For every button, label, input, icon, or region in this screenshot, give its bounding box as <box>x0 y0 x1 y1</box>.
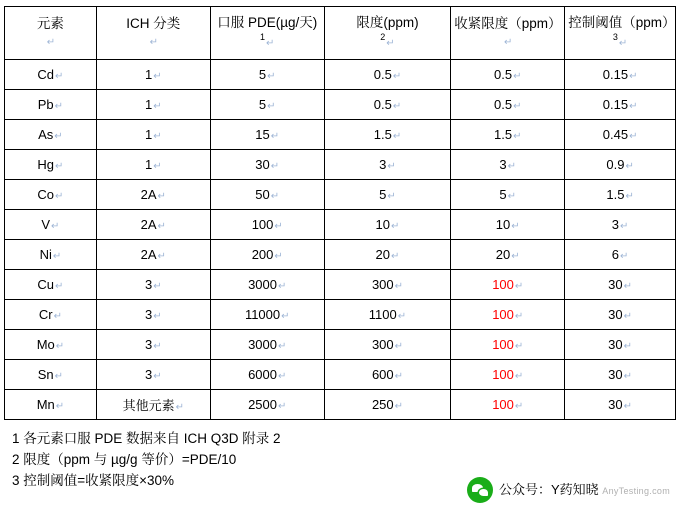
table-row <box>5 270 676 300</box>
cell-oral-pde-value: 100 <box>251 217 274 232</box>
paragraph-mark: ↵ <box>153 281 162 292</box>
paragraph-mark: ↵ <box>55 401 65 412</box>
cell-control-threshold-value: 30 <box>608 277 623 292</box>
cell-limit <box>324 120 451 150</box>
paragraph-mark: ↵ <box>278 401 287 412</box>
cell-tightened-limit <box>451 390 565 420</box>
column-header-ich-class-label: ICH 分类 <box>126 16 181 32</box>
column-header-tightened-limit-label: 收紧限度（ppm） <box>454 16 562 32</box>
table-row <box>5 180 676 210</box>
cell-element <box>5 90 97 120</box>
paragraph-mark: ↵ <box>629 101 638 112</box>
cell-tightened-limit <box>451 360 565 390</box>
cell-ich-class <box>96 180 210 210</box>
cell-element <box>5 300 97 330</box>
paragraph-mark: ↵ <box>270 161 280 172</box>
paragraph-mark: ↵ <box>513 101 522 112</box>
footnote-1: 1 各元素口服 PDE 数据来自 ICH Q3D 附录 2 <box>12 431 281 446</box>
footnote-2: 2 限度（ppm 与 µg/g 等价）=PDE/10 <box>12 451 237 467</box>
watermark-text <box>499 483 670 498</box>
cell-limit-value: 1.5 <box>373 127 392 142</box>
paragraph-mark: ↵ <box>629 71 638 82</box>
paragraph-mark: ↵ <box>387 191 396 202</box>
cell-control-threshold <box>565 390 676 420</box>
paragraph-mark: ↵ <box>391 221 400 232</box>
column-header-control-threshold-label: 控制阈值（ppm） <box>568 15 676 31</box>
cell-tightened-limit <box>451 60 565 90</box>
cell-ich-class <box>96 150 210 180</box>
elemental-impurity-table <box>4 6 676 420</box>
cell-ich-class-value: 2A <box>140 217 157 232</box>
cell-control-threshold <box>565 240 676 270</box>
column-header-oral-pde-sup: 1 <box>260 32 266 43</box>
cell-tightened-limit-value: 100 <box>492 307 514 322</box>
cell-oral-pde-value: 2500 <box>248 397 277 412</box>
column-header-tightened-limit <box>451 7 565 60</box>
cell-element-value: Cu <box>37 277 55 292</box>
cell-oral-pde-value: 30 <box>255 157 270 172</box>
cell-ich-class <box>96 390 210 420</box>
cell-tightened-limit-value: 10 <box>495 217 511 232</box>
paragraph-mark: ↵ <box>623 401 633 412</box>
paragraph-mark: ↵ <box>625 191 634 202</box>
cell-ich-class <box>96 360 210 390</box>
cell-limit <box>324 390 451 420</box>
paragraph-mark: ↵ <box>149 37 158 48</box>
cell-oral-pde <box>210 270 324 300</box>
cell-ich-class <box>96 330 210 360</box>
column-header-element-label: 元素 <box>36 16 64 32</box>
paragraph-mark: ↵ <box>153 101 162 112</box>
table-row <box>5 330 676 360</box>
cell-oral-pde <box>210 90 324 120</box>
paragraph-mark: ↵ <box>504 37 513 48</box>
paragraph-mark: ↵ <box>54 131 63 142</box>
cell-element-value: Cr <box>38 307 53 322</box>
paragraph-mark: ↵ <box>513 71 522 82</box>
cell-control-threshold <box>565 180 676 210</box>
cell-element-value: V <box>41 217 51 232</box>
cell-element-value: Hg <box>37 157 55 172</box>
cell-tightened-limit <box>451 300 565 330</box>
cell-ich-class-value: 其他元素 <box>122 398 175 413</box>
cell-limit <box>324 60 451 90</box>
cell-control-threshold-value: 30 <box>608 367 623 382</box>
table-row <box>5 120 676 150</box>
table-row <box>5 390 676 420</box>
cell-ich-class-value: 3 <box>144 367 153 382</box>
watermark-name: Y药知晓 <box>550 481 599 497</box>
cell-limit <box>324 240 451 270</box>
paragraph-mark: ↵ <box>267 71 276 82</box>
paragraph-mark: ↵ <box>153 71 162 82</box>
cell-element-value: Sn <box>37 367 54 382</box>
wechat-icon <box>467 477 493 503</box>
paragraph-mark: ↵ <box>52 251 62 262</box>
column-header-oral-pde <box>210 7 324 60</box>
paragraph-mark: ↵ <box>629 131 638 142</box>
paragraph-mark: ↵ <box>394 371 404 382</box>
cell-control-threshold <box>565 330 676 360</box>
cell-tightened-limit <box>451 150 565 180</box>
cell-oral-pde <box>210 240 324 270</box>
cell-control-threshold <box>565 210 676 240</box>
cell-oral-pde <box>210 60 324 90</box>
column-header-control-threshold <box>565 7 676 60</box>
paragraph-mark: ↵ <box>53 311 62 322</box>
cell-control-threshold-value: 3 <box>611 217 620 232</box>
paragraph-mark: ↵ <box>514 371 524 382</box>
paragraph-mark: ↵ <box>620 221 629 232</box>
cell-limit-value: 3 <box>379 157 387 172</box>
cell-control-threshold <box>565 270 676 300</box>
cell-limit <box>324 300 451 330</box>
paragraph-mark: ↵ <box>620 251 629 262</box>
cell-limit-value: 250 <box>371 397 394 412</box>
watermark <box>467 477 670 503</box>
paragraph-mark: ↵ <box>54 101 64 112</box>
cell-control-threshold-value: 0.15 <box>602 67 629 82</box>
paragraph-mark: ↵ <box>278 281 287 292</box>
cell-oral-pde <box>210 150 324 180</box>
paragraph-mark: ↵ <box>511 251 520 262</box>
cell-tightened-limit-value: 3 <box>499 157 507 172</box>
cell-ich-class <box>96 270 210 300</box>
cell-control-threshold <box>565 300 676 330</box>
cell-limit-value: 1100 <box>368 307 397 322</box>
cell-control-threshold-value: 30 <box>608 337 623 352</box>
cell-tightened-limit <box>451 210 565 240</box>
cell-element-value: Ni <box>39 247 52 262</box>
paragraph-mark: ↵ <box>392 71 402 82</box>
cell-oral-pde <box>210 390 324 420</box>
table-row <box>5 360 676 390</box>
cell-control-threshold <box>565 360 676 390</box>
paragraph-mark: ↵ <box>153 311 162 322</box>
table-row <box>5 150 676 180</box>
cell-tightened-limit-value: 100 <box>492 397 514 412</box>
paragraph-mark: ↵ <box>397 311 407 322</box>
cell-tightened-limit-value: 0.5 <box>494 97 513 112</box>
cell-limit <box>324 360 451 390</box>
paragraph-mark: ↵ <box>392 131 402 142</box>
cell-element-value: Mn <box>36 397 55 412</box>
paragraph-mark: ↵ <box>507 191 517 202</box>
paragraph-mark: ↵ <box>175 402 184 413</box>
cell-ich-class <box>96 90 210 120</box>
paragraph-mark: ↵ <box>266 37 275 49</box>
column-header-control-threshold-sup: 3 <box>612 32 618 43</box>
column-header-element <box>5 7 97 60</box>
cell-limit-value: 20 <box>375 247 391 262</box>
paragraph-mark: ↵ <box>387 161 396 172</box>
cell-ich-class <box>96 60 210 90</box>
cell-tightened-limit-value: 100 <box>492 367 514 382</box>
table-row <box>5 240 676 270</box>
cell-tightened-limit-value: 5 <box>499 187 507 202</box>
paragraph-mark: ↵ <box>270 131 280 142</box>
table-header <box>5 7 676 60</box>
cell-limit-value: 300 <box>371 277 394 292</box>
cell-oral-pde-value: 11000 <box>244 307 281 322</box>
paragraph-mark: ↵ <box>55 341 65 352</box>
column-header-limit <box>324 7 451 60</box>
cell-control-threshold-value: 6 <box>611 247 620 262</box>
cell-element-value: Cd <box>37 67 55 82</box>
cell-oral-pde-value: 3000 <box>248 277 277 292</box>
paragraph-mark: ↵ <box>623 341 633 352</box>
cell-oral-pde <box>210 330 324 360</box>
paragraph-mark: ↵ <box>54 371 64 382</box>
cell-tightened-limit <box>451 240 565 270</box>
cell-oral-pde-value: 200 <box>251 247 274 262</box>
paragraph-mark: ↵ <box>267 101 276 112</box>
paragraph-mark: ↵ <box>394 341 404 352</box>
paragraph-mark: ↵ <box>278 341 287 352</box>
cell-oral-pde <box>210 120 324 150</box>
footnote-3: 3 控制阈值=收紧限度×30% <box>12 472 175 488</box>
cell-oral-pde <box>210 360 324 390</box>
paragraph-mark: ↵ <box>153 131 162 142</box>
cell-ich-class <box>96 300 210 330</box>
cell-ich-class-value: 2A <box>140 187 157 202</box>
cell-oral-pde <box>210 210 324 240</box>
cell-control-threshold-value: 1.5 <box>606 187 625 202</box>
paragraph-mark: ↵ <box>514 281 524 292</box>
cell-ich-class-value: 1 <box>144 127 153 142</box>
paragraph-mark: ↵ <box>514 341 524 352</box>
paragraph-mark: ↵ <box>46 37 56 48</box>
paragraph-mark: ↵ <box>274 221 283 232</box>
paragraph-mark: ↵ <box>625 161 634 172</box>
header-row <box>5 7 676 60</box>
table-body <box>5 60 676 420</box>
cell-tightened-limit-value: 0.5 <box>494 67 513 82</box>
cell-ich-class-value: 2A <box>140 247 157 262</box>
cell-control-threshold-value: 0.9 <box>606 157 625 172</box>
paragraph-mark: ↵ <box>507 161 517 172</box>
cell-oral-pde <box>210 180 324 210</box>
cell-control-threshold-value: 30 <box>608 307 623 322</box>
paragraph-mark: ↵ <box>274 251 283 262</box>
paragraph-mark: ↵ <box>51 221 60 232</box>
paragraph-mark: ↵ <box>394 281 404 292</box>
cell-element <box>5 330 97 360</box>
cell-limit-value: 10 <box>375 217 391 232</box>
cell-element <box>5 240 97 270</box>
cell-ich-class-value: 3 <box>144 277 153 292</box>
cell-ich-class-value: 3 <box>144 307 153 322</box>
paragraph-mark: ↵ <box>511 221 520 232</box>
cell-limit <box>324 330 451 360</box>
column-header-ich-class <box>96 7 210 60</box>
paragraph-mark: ↵ <box>514 401 524 412</box>
cell-control-threshold-value: 0.45 <box>602 127 629 142</box>
cell-element-value: Mo <box>36 337 55 352</box>
cell-limit <box>324 180 451 210</box>
cell-oral-pde-value: 5 <box>258 97 267 112</box>
paragraph-mark: ↵ <box>278 371 287 382</box>
cell-ich-class-value: 1 <box>144 97 153 112</box>
cell-control-threshold <box>565 120 676 150</box>
cell-oral-pde <box>210 300 324 330</box>
cell-limit <box>324 270 451 300</box>
cell-tightened-limit-value: 100 <box>492 277 514 292</box>
paragraph-mark: ↵ <box>618 37 628 49</box>
cell-tightened-limit-value: 1.5 <box>494 127 513 142</box>
cell-ich-class-value: 3 <box>144 337 153 352</box>
paragraph-mark: ↵ <box>514 311 524 322</box>
paragraph-mark: ↵ <box>623 311 633 322</box>
paragraph-mark: ↵ <box>386 37 395 49</box>
paragraph-mark: ↵ <box>157 251 166 262</box>
cell-element <box>5 390 97 420</box>
cell-tightened-limit-value: 20 <box>495 247 511 262</box>
cell-oral-pde-value: 6000 <box>248 367 277 382</box>
cell-element <box>5 360 97 390</box>
paragraph-mark: ↵ <box>55 281 64 292</box>
cell-oral-pde-value: 3000 <box>248 337 277 352</box>
paragraph-mark: ↵ <box>153 371 162 382</box>
cell-limit <box>324 210 451 240</box>
cell-limit-value: 0.5 <box>373 97 392 112</box>
column-header-limit-sup: 2 <box>380 32 386 43</box>
cell-limit-value: 600 <box>371 367 394 382</box>
cell-element <box>5 60 97 90</box>
paragraph-mark: ↵ <box>55 161 64 172</box>
cell-tightened-limit <box>451 270 565 300</box>
paragraph-mark: ↵ <box>623 281 633 292</box>
table-row <box>5 90 676 120</box>
table-row <box>5 210 676 240</box>
paragraph-mark: ↵ <box>157 191 166 202</box>
watermark-prefix: 公众号： <box>498 481 551 497</box>
cell-tightened-limit <box>451 90 565 120</box>
table-row <box>5 60 676 90</box>
cell-ich-class <box>96 210 210 240</box>
cell-control-threshold <box>565 60 676 90</box>
paragraph-mark: ↵ <box>392 101 402 112</box>
cell-tightened-limit <box>451 330 565 360</box>
cell-ich-class-value: 1 <box>144 67 153 82</box>
paragraph-mark: ↵ <box>391 251 400 262</box>
cell-tightened-limit <box>451 180 565 210</box>
cell-control-threshold-value: 0.15 <box>602 97 629 112</box>
cell-control-threshold <box>565 90 676 120</box>
paragraph-mark: ↵ <box>55 191 64 202</box>
cell-limit-value: 0.5 <box>373 67 392 82</box>
cell-oral-pde-value: 5 <box>258 67 267 82</box>
cell-control-threshold <box>565 150 676 180</box>
cell-element-value: Co <box>37 187 55 202</box>
cell-oral-pde-value: 50 <box>255 187 270 202</box>
cell-element-value: Pb <box>37 97 54 112</box>
paragraph-mark: ↵ <box>623 371 633 382</box>
paragraph-mark: ↵ <box>153 161 162 172</box>
cell-ich-class-value: 1 <box>144 157 153 172</box>
column-header-oral-pde-label: 口服 PDE(µg/天) <box>217 15 318 31</box>
cell-element-value: As <box>38 127 54 142</box>
cell-element <box>5 180 97 210</box>
cell-tightened-limit <box>451 120 565 150</box>
cell-element <box>5 120 97 150</box>
cell-limit-value: 5 <box>379 187 387 202</box>
cell-limit <box>324 90 451 120</box>
cell-ich-class <box>96 120 210 150</box>
cell-limit <box>324 150 451 180</box>
cell-oral-pde-value: 15 <box>255 127 270 142</box>
paragraph-mark: ↵ <box>513 131 522 142</box>
cell-limit-value: 300 <box>371 337 394 352</box>
paragraph-mark: ↵ <box>281 311 290 322</box>
column-header-limit-label: 限度(ppm) <box>356 15 419 31</box>
cell-control-threshold-value: 30 <box>608 397 623 412</box>
cell-element <box>5 150 97 180</box>
cell-element <box>5 210 97 240</box>
cell-ich-class <box>96 240 210 270</box>
paragraph-mark: ↵ <box>55 71 64 82</box>
cell-tightened-limit-value: 100 <box>492 337 514 352</box>
cell-element <box>5 270 97 300</box>
paragraph-mark: ↵ <box>157 221 166 232</box>
table-row <box>5 300 676 330</box>
watermark-sub: AnyTesting.com <box>602 485 670 496</box>
paragraph-mark: ↵ <box>153 341 162 352</box>
paragraph-mark: ↵ <box>270 191 280 202</box>
paragraph-mark: ↵ <box>394 401 404 412</box>
